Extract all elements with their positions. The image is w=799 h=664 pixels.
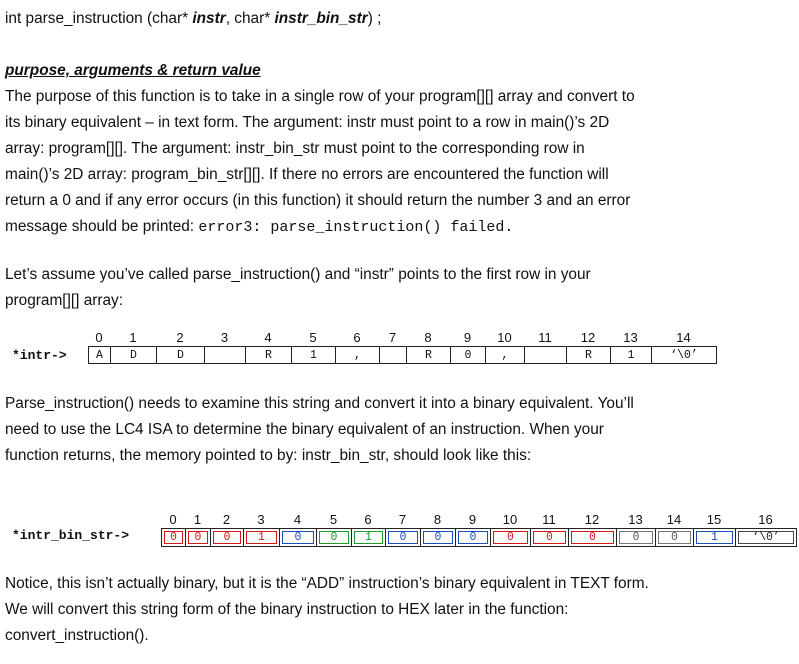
array-cell (161, 528, 186, 547)
section-heading: purpose, arguments & return value (5, 62, 261, 79)
array-index: 5 (329, 512, 338, 527)
array-index: 13 (623, 330, 638, 345)
array-cell (204, 346, 246, 364)
array-index: 0 (95, 330, 103, 345)
array-cell (566, 346, 611, 364)
array-index: 1 (129, 330, 137, 345)
array-index: 8 (424, 330, 432, 345)
array-cell-value: 0 (458, 531, 488, 544)
array-cell-value: D (130, 348, 137, 362)
array-cell (406, 346, 451, 364)
array-cell (385, 528, 421, 547)
array-cell-value: R (425, 348, 432, 362)
array-cell-value: 0 (188, 531, 208, 544)
purpose-paragraph (5, 84, 635, 241)
notice-line: convert_instruction(). (5, 627, 149, 644)
array-cell (279, 528, 317, 547)
array-cell-value: , (354, 348, 361, 362)
array-cell-value: R (585, 348, 592, 362)
notice-line: We will convert this string form of the binary instruction to HEX later in the function: (5, 601, 569, 618)
array-cell-value: , (501, 348, 509, 362)
array-cell-value: R (265, 348, 272, 362)
array-cell-value: 0 (571, 531, 614, 544)
array-cell (156, 346, 205, 364)
array-cell (335, 346, 380, 364)
array-index: 16 (758, 512, 773, 527)
array-cell-value: 0 (464, 348, 472, 362)
array-index: 12 (580, 330, 596, 345)
array-cell-value: 1 (696, 531, 733, 544)
array-cell (88, 346, 111, 364)
array-cell (185, 528, 211, 547)
array-cell (616, 528, 656, 547)
array-index: 7 (388, 330, 397, 345)
array-index: 7 (398, 512, 407, 527)
array-index: 14 (666, 512, 682, 527)
array-cell (450, 346, 486, 364)
error-message-code: error3: parse_instruction() failed. (198, 219, 514, 236)
array-index: 15 (706, 512, 722, 527)
assumption-line: Let’s assume you’ve called parse_instruction() and “instr” points to the first row in your (5, 266, 591, 283)
array-cell-value: 0 (213, 531, 241, 544)
signature-prefix: int parse_instruction (char* (5, 10, 193, 27)
purpose-line: array: program[][]. The argument: instr_bin_str must point to the corresponding row in (5, 140, 585, 157)
purpose-line: return a 0 and if any error occurs (in this function) it should return the number 3 and an error (5, 192, 631, 209)
array-cell-value: 0 (319, 531, 349, 544)
notice-paragraph (5, 571, 649, 649)
array-cell (530, 528, 569, 547)
array-index: 0 (169, 512, 177, 527)
error-message-prefix: message should be printed: (5, 218, 199, 235)
examine-line: need to use the LC4 ISA to determine the binary equivalent of an instruction. When your (5, 421, 604, 438)
array-cell-value: A (96, 348, 103, 362)
purpose-line: main()’s 2D array: program_bin_str[][]. If there no errors are encountered the function will (5, 166, 609, 183)
array-cell (351, 528, 386, 547)
array-index: 8 (433, 512, 442, 527)
purpose-line-last (5, 214, 635, 241)
array-cell (693, 528, 736, 547)
array-cell (243, 528, 280, 547)
array-index: 2 (176, 330, 184, 345)
array-cell (316, 528, 352, 547)
array-cell-value: D (177, 348, 184, 362)
array-index: 4 (293, 512, 302, 527)
examine-paragraph (5, 391, 634, 469)
instr-array-diagram (0, 326, 799, 374)
instr-bin-str-pointer-label: *intr_bin_str-> (12, 528, 130, 543)
array-cell (735, 528, 797, 547)
examine-line: Parse_instruction() needs to examine this string and convert it into a binary equivalent. You’ll (5, 395, 634, 412)
array-cell-value: 0 (493, 531, 528, 544)
array-cell-value: 0 (423, 531, 453, 544)
array-cell (455, 528, 491, 547)
array-index: 3 (257, 512, 265, 527)
array-cell-value: 0 (619, 531, 653, 544)
array-cell (655, 528, 694, 547)
instr-bin-str-array-diagram (0, 508, 799, 554)
signature-mid: , char* (225, 10, 275, 27)
array-cell (610, 346, 652, 364)
array-index: 10 (497, 330, 512, 345)
array-index: 4 (264, 330, 272, 345)
array-index: 1 (193, 512, 202, 527)
array-cell-value (207, 349, 243, 361)
array-cell (420, 528, 456, 547)
signature-arg-instr: instr (192, 10, 226, 27)
array-cell (490, 528, 531, 547)
array-index: 14 (676, 330, 691, 345)
array-index: 9 (463, 330, 472, 345)
array-index: 3 (220, 330, 229, 345)
array-cell-value (382, 349, 404, 361)
array-index: 6 (353, 330, 361, 345)
array-cell (568, 528, 617, 547)
array-cell (485, 346, 525, 364)
array-index: 12 (584, 512, 600, 527)
array-index: 10 (502, 512, 518, 527)
array-cell-value: ‘\0’ (738, 531, 794, 544)
array-cell-value: 0 (533, 531, 566, 544)
array-cell-value: 0 (388, 531, 418, 544)
function-signature (5, 6, 381, 32)
purpose-line: The purpose of this function is to take in a single row of your program[][] array and convert to (5, 88, 635, 105)
array-cell-value: 1 (627, 348, 635, 362)
array-cell-value (527, 349, 564, 361)
array-cell (524, 346, 567, 364)
array-cell (379, 346, 407, 364)
array-cell-value: 0 (282, 531, 314, 544)
array-cell (110, 346, 157, 364)
purpose-line: its binary equivalent – in text form. The argument: instr must point to a row in main()’s 2D (5, 114, 610, 131)
array-index: 11 (538, 330, 552, 345)
array-cell-value: 0 (164, 531, 183, 544)
examine-line: function returns, the memory pointed to by: instr_bin_str, should look like this: (5, 447, 532, 464)
assumption-line: program[][] array: (5, 292, 124, 309)
array-cell-value: ‘\0’ (670, 348, 698, 362)
array-cell (245, 346, 292, 364)
assumption-paragraph (5, 262, 591, 314)
array-cell (291, 346, 336, 364)
array-index: 9 (468, 512, 477, 527)
array-cell-value: 1 (246, 531, 277, 544)
signature-arg-instr-bin-str: instr_bin_str (274, 10, 368, 27)
array-cell-value: 1 (310, 348, 317, 362)
array-cell (210, 528, 244, 547)
array-index: 11 (542, 512, 556, 527)
instr-pointer-label: *intr-> (12, 348, 67, 363)
array-index: 6 (364, 512, 372, 527)
array-cell-value: 0 (658, 531, 691, 544)
array-cell-value: 1 (354, 531, 383, 544)
notice-line: Notice, this isn’t actually binary, but it is the “ADD” instruction’s binary equivalent in TEXT form. (5, 575, 649, 592)
signature-suffix: ) ; (367, 10, 382, 27)
array-index: 2 (222, 512, 231, 527)
array-cell (651, 346, 717, 364)
array-index: 5 (309, 330, 317, 345)
array-index: 13 (628, 512, 643, 527)
